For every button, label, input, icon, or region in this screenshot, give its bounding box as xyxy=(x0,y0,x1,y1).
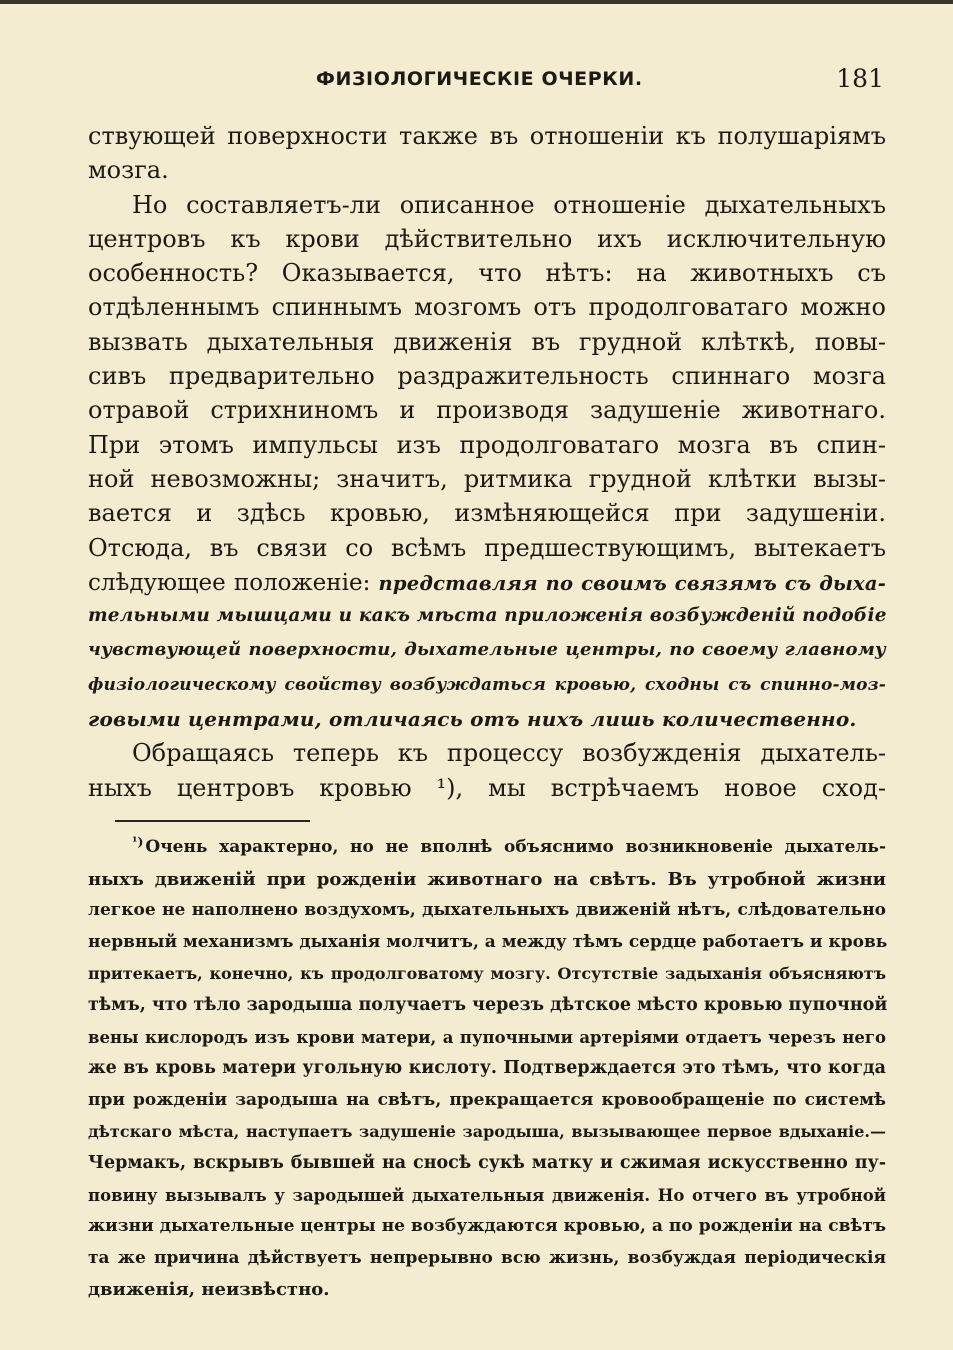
text-line: При этомъ импульсы изъ продолговатаго мозга въ спин- xyxy=(88,430,886,459)
text-line-mixed xyxy=(88,565,886,599)
text-line: сивъ предварительно раздражительность спиннаго мозга xyxy=(88,362,886,391)
italic-line: говыми центрами, отличаясь отъ нихъ лишь количественно. xyxy=(88,707,857,732)
footnote xyxy=(88,832,886,1306)
text-line: центровъ къ крови дѣйствительно ихъ исключительную xyxy=(88,224,886,253)
text-line: отравой стрихниномъ и производя задушеніе животнаго. xyxy=(88,396,886,425)
footnote-line: же въ кровь матери угольную кислоту. Подтверждается это тѣмъ, что когда xyxy=(88,1058,886,1079)
footnote-line: притекаетъ, конечно, къ продолговатому мозгу. Отсутствіе задыханія объясняютъ xyxy=(88,964,886,984)
italic-text: представляя по своимъ связямъ съ дыха- xyxy=(378,571,886,595)
footnote-line: Чермакъ, вскрывъ бывшей на сносѣ сукѣ матку и сжимая искусственно пу- xyxy=(88,1152,886,1173)
text-line: отдѣленнымъ спиннымъ мозгомъ отъ продолговатаго можно xyxy=(88,293,886,322)
footnote-rule xyxy=(115,820,310,822)
running-head xyxy=(88,64,888,96)
text-line: мозга. xyxy=(88,156,169,185)
footnote-line: вены кислородъ изъ крови матери, а пупочными артеріями отдаетъ черезъ него xyxy=(88,1027,886,1047)
italic-line: тельными мышцами и какъ мѣста приложенія возбужденій подобіе xyxy=(88,605,887,627)
page-number: 181 xyxy=(836,64,884,93)
footnote-line: повину вызывалъ у зародышей дыхательныя движенія. Но отчего въ утробной xyxy=(88,1185,886,1205)
footnote-line: дѣтскаго мѣста, наступаетъ задушеніе зародыша, вызывающее первое вдыханіе.— xyxy=(88,1122,886,1142)
page-top-edge xyxy=(0,0,953,4)
footnote-line: движенія, неизвѣстно. xyxy=(88,1279,330,1301)
text-line: ствующей поверхности также въ отношеніи къ полушаріямъ xyxy=(88,122,886,150)
text-line: Но составляетъ-ли описанное отношеніе дыхательныхъ xyxy=(132,190,886,219)
text-line: вается и здѣсь кровью, измѣняющейся при задушеніи. xyxy=(88,499,886,528)
text-line: вызвать дыхательныя движенія въ грудной клѣткѣ, повы- xyxy=(88,327,886,356)
footnote-line: тѣмъ, что тѣло зародыша получаетъ черезъ дѣтское мѣсто кровью пупочной xyxy=(88,994,888,1015)
footnote-marker: ¹) xyxy=(132,834,144,849)
text-line: Отсюда, въ связи со всѣмъ предшествующимъ, вытекаетъ xyxy=(88,533,886,562)
running-title: ФИЗІОЛОГИЧЕСКІЕ ОЧЕРКИ. xyxy=(316,68,643,90)
italic-line: физіологическому свойству возбуждаться кровью, сходны съ спинно-моз- xyxy=(88,674,886,695)
footnote-line: ныхъ движеній при рожденіи животнаго на свѣтъ. Въ утробной жизни xyxy=(88,868,886,890)
footnote-line: при рожденіи зародыша на свѣтъ, прекращается кровообращеніе по системѣ xyxy=(88,1089,886,1110)
text-line: Обращаясь теперь къ процессу возбужденія дыхатель- xyxy=(132,739,886,768)
footnote-line xyxy=(88,832,886,864)
footnote-line: легкое не наполнено воздухомъ, дыхательныхъ движеній нѣтъ, слѣдовательно xyxy=(88,900,886,921)
italic-line: чувствующей поверхности, дыхательные центры, по своему главному xyxy=(88,639,886,661)
text-line: особенность? Оказывается, что нѣтъ: на животныхъ съ xyxy=(88,259,886,288)
footnote-line: та же причина дѣйствуетъ непрерывно всю жизнь, возбуждая періодическія xyxy=(88,1247,886,1268)
footnote-line: нервный механизмъ дыханія молчитъ, а между тѣмъ сердце работаетъ и кровь xyxy=(88,931,888,952)
text-line: ныхъ центровъ кровью ¹), мы встрѣчаемъ новое сход- xyxy=(88,773,886,802)
footnote-line: жизни дыхательные центры не возбуждаются кровью, а по рожденіи на свѣтъ xyxy=(88,1216,886,1237)
body-text xyxy=(88,119,886,805)
text-line: ной невозможны; значитъ, ритмика грудной клѣтки вызы- xyxy=(88,464,886,493)
plain-text: слѣдующее положеніе: xyxy=(88,569,379,596)
footnote-text: Очень характерно, но не вполнѣ объяснимо возникновеніе дыхатель- xyxy=(145,837,886,857)
